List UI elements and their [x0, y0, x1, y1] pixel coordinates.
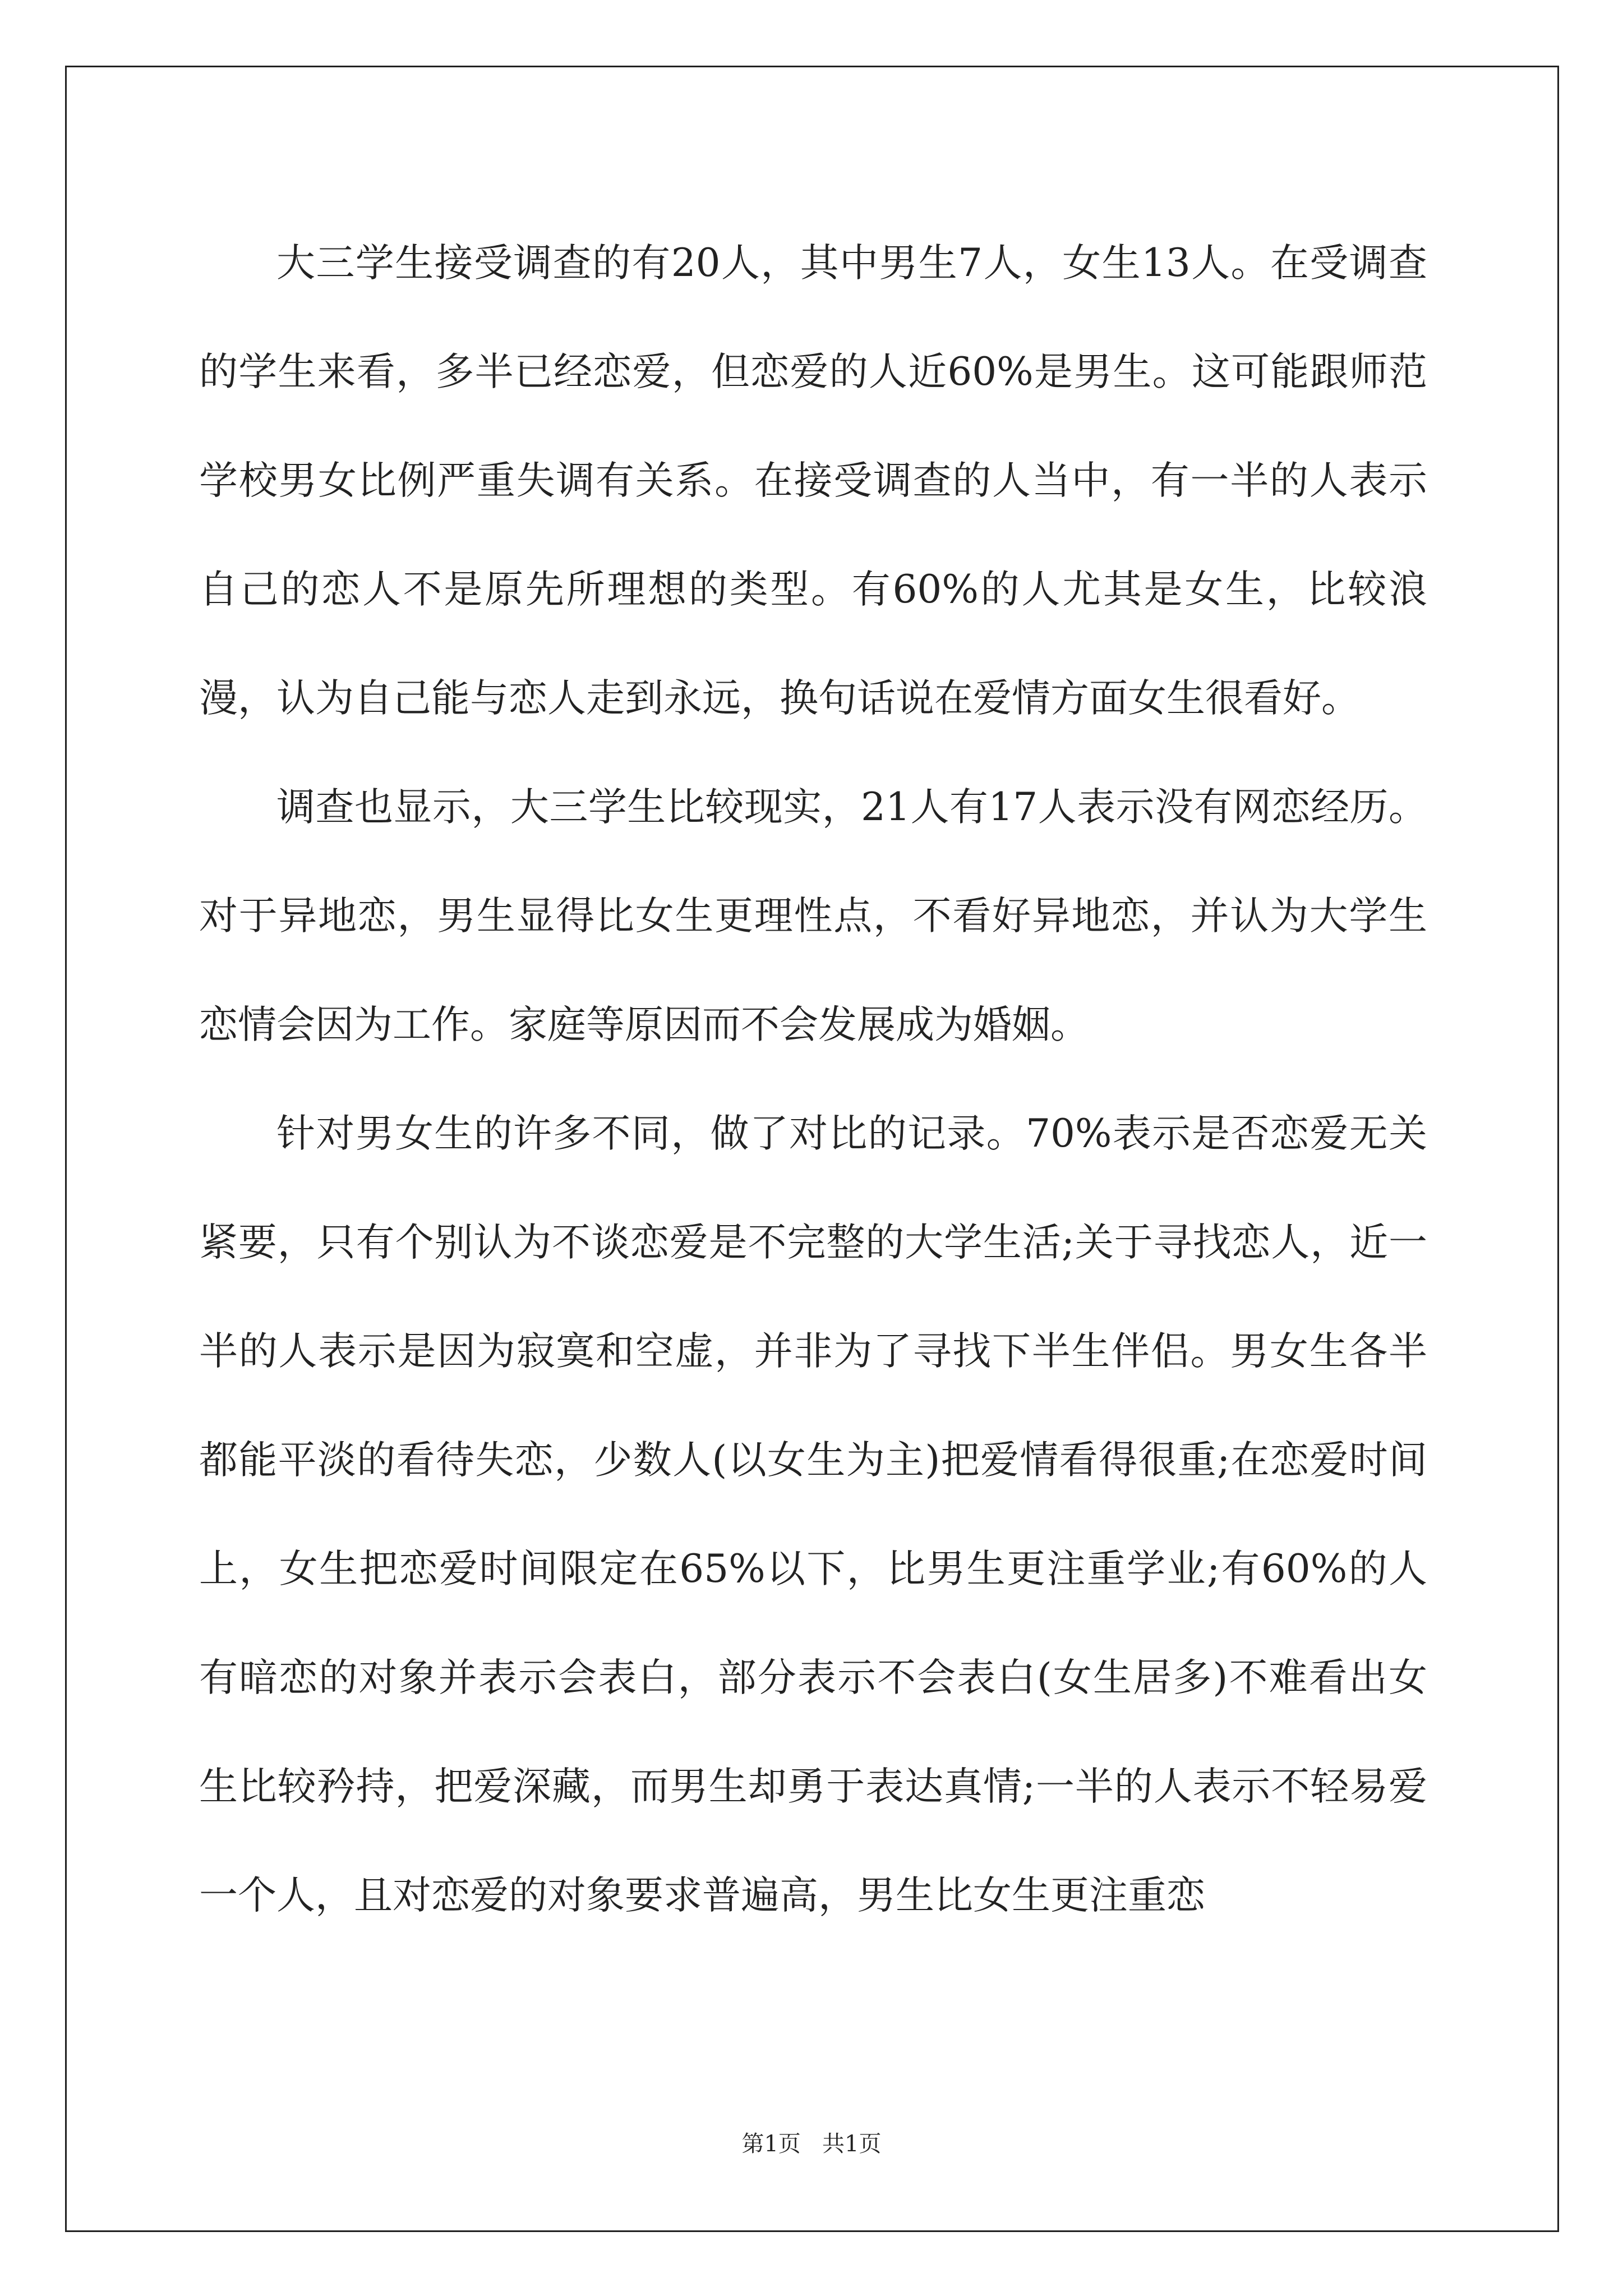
page-number-footer: 第1页 共1页	[741, 2131, 882, 2157]
paragraph-1: 大三学生接受调查的有20人，其中男生7人，女生13人。在受调查的学生来看，多半已经恋爱，但恋爱的人近60%是男生。这可能跟师范学校男女比例严重失调有关系。在接受调查的人当中，有一半的人表示自己的恋人不是原先所理想的类型。有60%的人尤其是女生，比较浪漫，认为自己能与恋人走到永远，换句话说在爱情方面女生很看好。	[199, 241, 1427, 721]
paragraph-2: 调查也显示，大三学生比较现实，21人有17人表示没有网恋经历。对于异地恋，男生显得比女生更理性点，不看好异地恋，并认为大学生恋情会因为工作。家庭等原因而不会发展成为婚姻。	[199, 785, 1427, 1047]
document-body	[199, 209, 1427, 1950]
paragraph-3: 针对男女生的许多不同，做了对比的记录。70%表示是否恋爱无关紧要，只有个别认为不谈恋爱是不完整的大学生活;关于寻找恋人，近一半的人表示是因为寂寞和空虚，并非为了寻找下半生伴侣。男女生各半都能平淡的看待失恋，少数人(以女生为主)把爱情看得很重;在恋爱时间上，女生把恋爱时间限定在65%以下，比男生更注重学业;有60%的人有暗恋的对象并表示会表白，部分表示不会表白(女生居多)不难看出女生比较矜持，把爱深藏，而男生却勇于表达真情;一半的人表示不轻易爱一个人，且对恋爱的对象要求普遍高，男生比女生更注重恋	[199, 1111, 1427, 1918]
